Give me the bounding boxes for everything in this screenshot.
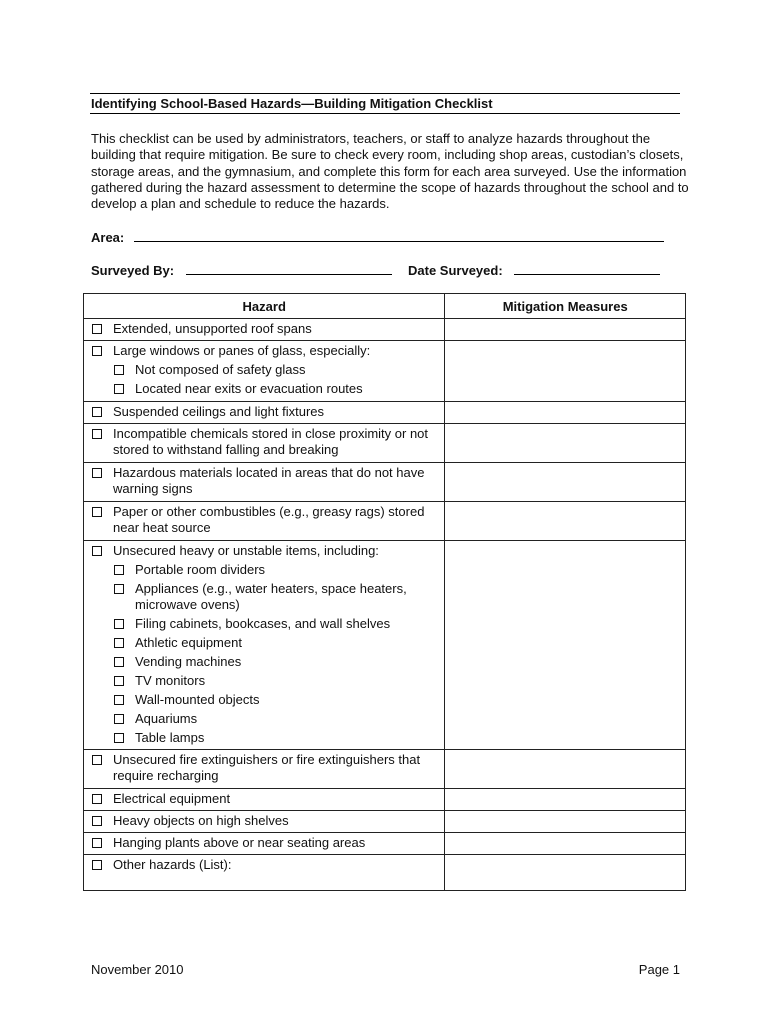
hazard-item xyxy=(89,321,440,337)
date-surveyed-input-line[interactable] xyxy=(514,273,660,275)
checkbox[interactable] xyxy=(92,816,102,826)
checkbox[interactable] xyxy=(114,365,124,375)
mitigation-cell[interactable] xyxy=(445,541,686,750)
hazard-item xyxy=(89,404,440,420)
hazard-item xyxy=(89,343,440,359)
hazard-cell xyxy=(84,541,445,750)
area-input-line[interactable] xyxy=(134,240,664,242)
checkbox[interactable] xyxy=(114,657,124,667)
hazard-sub-item xyxy=(111,692,440,708)
surveyed-by-input-line[interactable] xyxy=(186,273,392,275)
table-row xyxy=(84,541,686,750)
hazard-sub-item xyxy=(111,616,440,632)
title-bottom-rule xyxy=(90,113,680,114)
mitigation-cell[interactable] xyxy=(445,424,686,463)
mitigation-cell[interactable] xyxy=(445,502,686,541)
hazard-sub-text: Aquariums xyxy=(135,711,198,726)
hazard-text: Hazardous materials located in areas that do not have warning signs xyxy=(113,465,425,496)
area-label: Area: xyxy=(91,230,125,245)
hazard-cell xyxy=(84,424,445,463)
hazard-sub-text: TV monitors xyxy=(135,673,206,688)
surveyed-by-label: Surveyed By: xyxy=(91,263,175,278)
hazard-item xyxy=(89,791,440,807)
table-header-row xyxy=(84,294,686,319)
checkbox[interactable] xyxy=(92,860,102,870)
footer-date: November 2010 xyxy=(91,962,184,977)
checkbox[interactable] xyxy=(92,546,102,556)
hazard-cell xyxy=(84,463,445,502)
table-row xyxy=(84,341,686,402)
checkbox[interactable] xyxy=(114,733,124,743)
table-row xyxy=(84,811,686,833)
area-field xyxy=(91,230,664,245)
hazard-text: Unsecured fire extinguishers or fire extinguishers that require recharging xyxy=(113,752,421,783)
hazard-sub-item xyxy=(111,581,440,613)
title-top-rule xyxy=(90,93,680,94)
hazard-item xyxy=(89,504,440,536)
checkbox[interactable] xyxy=(92,346,102,356)
hazard-sub-item xyxy=(111,673,440,689)
hazard-sub-text: Appliances (e.g., water heaters, space heaters, microwave ovens) xyxy=(135,581,407,612)
hazard-cell xyxy=(84,402,445,424)
hazard-cell xyxy=(84,811,445,833)
checkbox[interactable] xyxy=(114,565,124,575)
hazard-sub-text: Wall-mounted objects xyxy=(135,692,260,707)
table-row xyxy=(84,789,686,811)
hazard-text: Other hazards (List): xyxy=(113,857,232,872)
surveyed-by-field xyxy=(91,263,392,278)
checkbox[interactable] xyxy=(114,676,124,686)
checkbox[interactable] xyxy=(114,384,124,394)
hazard-cell xyxy=(84,341,445,402)
hazard-sub-text: Located near exits or evacuation routes xyxy=(135,381,363,396)
hazard-item xyxy=(89,752,440,784)
checkbox[interactable] xyxy=(92,429,102,439)
hazard-table xyxy=(83,293,686,891)
mitigation-cell[interactable] xyxy=(445,402,686,424)
mitigation-cell[interactable] xyxy=(445,463,686,502)
hazard-sub-item xyxy=(111,711,440,727)
hazard-sub-item xyxy=(111,654,440,670)
checkbox[interactable] xyxy=(114,584,124,594)
checkbox[interactable] xyxy=(92,838,102,848)
hazard-sub-text: Portable room dividers xyxy=(135,562,266,577)
checkbox[interactable] xyxy=(92,468,102,478)
hazard-sub-item xyxy=(111,362,440,378)
mitigation-cell[interactable] xyxy=(445,789,686,811)
hazard-text: Incompatible chemicals stored in close proximity or not stored to withstand falling and breaking xyxy=(113,426,429,457)
hazard-table-body xyxy=(84,319,686,891)
hazard-item xyxy=(89,813,440,829)
table-row xyxy=(84,855,686,891)
mitigation-cell[interactable] xyxy=(445,855,686,891)
hazard-column-header: Hazard xyxy=(84,294,445,319)
checkbox[interactable] xyxy=(114,619,124,629)
hazard-sub-item xyxy=(111,635,440,651)
table-row xyxy=(84,463,686,502)
hazard-item xyxy=(89,835,440,851)
mitigation-cell[interactable] xyxy=(445,811,686,833)
checkbox[interactable] xyxy=(92,507,102,517)
checkbox[interactable] xyxy=(114,638,124,648)
hazard-item xyxy=(89,426,440,458)
mitigation-cell[interactable] xyxy=(445,341,686,402)
hazard-sub-text: Not composed of safety glass xyxy=(135,362,306,377)
hazard-cell xyxy=(84,855,445,891)
hazard-text: Electrical equipment xyxy=(113,791,231,806)
hazard-item xyxy=(89,857,440,873)
hazard-cell xyxy=(84,319,445,341)
table-row xyxy=(84,424,686,463)
table-row xyxy=(84,319,686,341)
hazard-sub-item xyxy=(111,562,440,578)
footer-page-number: Page 1 xyxy=(638,962,680,977)
hazard-item xyxy=(89,465,440,497)
checkbox[interactable] xyxy=(114,695,124,705)
intro-paragraph: This checklist can be used by administrators, teachers, or staff to analyze hazards throughout the building that require mitigation. Be sure to check every room, including shop areas, custodian’s closets, storage areas, and the gymnasium, and complete this form for each area surveyed. Use the information gathered during the hazard assessment to determine the scope of hazards throughout the school and to develop a plan and schedule to reduce the hazards. xyxy=(91,131,689,212)
table-row xyxy=(84,502,686,541)
checkbox[interactable] xyxy=(92,407,102,417)
document-title: Identifying School-Based Hazards—Building Mitigation Checklist xyxy=(91,96,493,111)
mitigation-cell[interactable] xyxy=(445,319,686,341)
checkbox[interactable] xyxy=(92,794,102,804)
hazard-text: Suspended ceilings and light fixtures xyxy=(113,404,325,419)
hazard-sub-text: Table lamps xyxy=(135,730,205,745)
table-row xyxy=(84,750,686,789)
date-surveyed-field xyxy=(408,263,660,278)
hazard-sub-text: Vending machines xyxy=(135,654,242,669)
hazard-cell xyxy=(84,833,445,855)
hazard-text: Unsecured heavy or unstable items, including: xyxy=(113,543,379,558)
hazard-text: Hanging plants above or near seating areas xyxy=(113,835,366,850)
hazard-sub-item xyxy=(111,730,440,746)
hazard-item xyxy=(89,543,440,559)
table-row xyxy=(84,833,686,855)
hazard-cell xyxy=(84,502,445,541)
hazard-text: Extended, unsupported roof spans xyxy=(113,321,312,336)
hazard-sub-text: Filing cabinets, bookcases, and wall shelves xyxy=(135,616,391,631)
hazard-text: Heavy objects on high shelves xyxy=(113,813,289,828)
hazard-sub-text: Athletic equipment xyxy=(135,635,242,650)
hazard-sub-item xyxy=(111,381,440,397)
mitigation-cell[interactable] xyxy=(445,833,686,855)
date-surveyed-label: Date Surveyed: xyxy=(408,263,503,278)
mitigation-cell[interactable] xyxy=(445,750,686,789)
checkbox[interactable] xyxy=(92,755,102,765)
hazard-text: Large windows or panes of glass, especially: xyxy=(113,343,371,358)
mitigation-column-header: Mitigation Measures xyxy=(445,294,686,319)
table-row xyxy=(84,402,686,424)
hazard-text: Paper or other combustibles (e.g., greasy rags) stored near heat source xyxy=(113,504,425,535)
hazard-cell xyxy=(84,750,445,789)
hazard-cell xyxy=(84,789,445,811)
checkbox[interactable] xyxy=(92,324,102,334)
checkbox[interactable] xyxy=(114,714,124,724)
